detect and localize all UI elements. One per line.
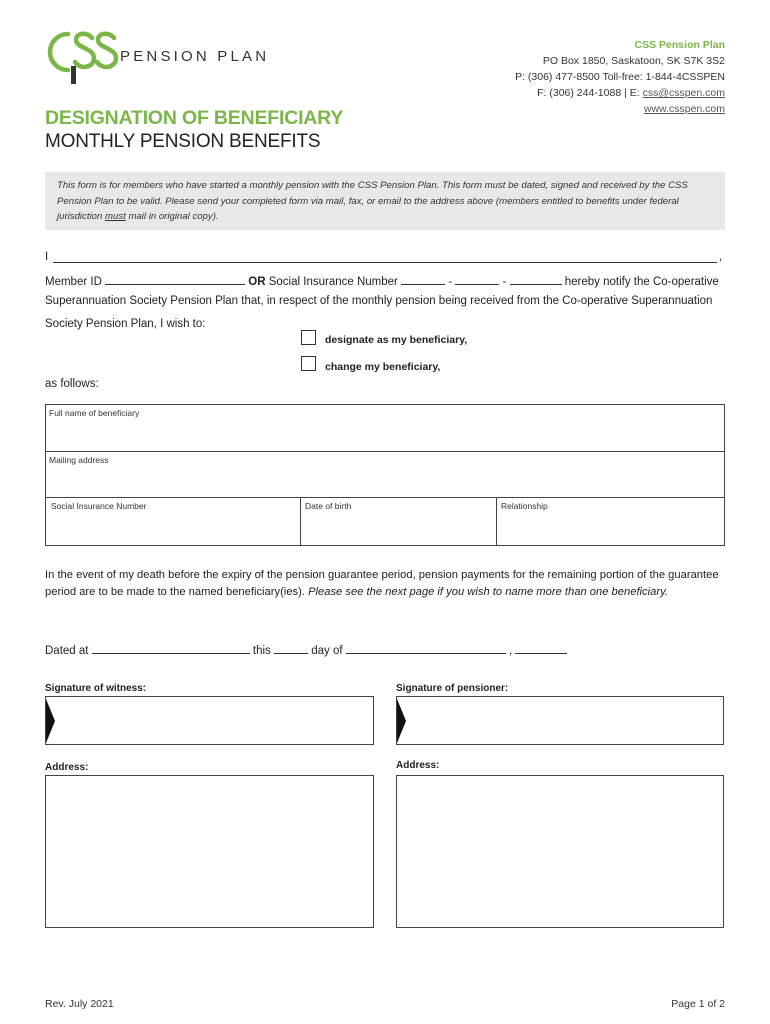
day-field[interactable] [274,642,308,654]
logo-wordmark: PENSION PLAN [120,48,270,65]
month-field[interactable] [346,642,506,654]
form-title: DESIGNATION OF BENEFICIARY [45,107,344,129]
fax-text: F: (306) 244-1088 | E: [537,87,643,99]
dated-at-label: Dated at [45,645,89,657]
full-name-label: Full name of beneficiary [49,408,140,418]
i-label: I [45,251,49,263]
contact-block [515,37,725,117]
pensioner-address-label: Address: [396,760,440,771]
guarantee-italic: Please see the next page if you wish to name more than one beneficiary. [308,586,668,598]
guarantee-paragraph [45,567,725,601]
page-number: Page 1 of 2 [671,998,725,1010]
name-line-comma: , [719,251,723,263]
member-id-field[interactable] [105,273,245,285]
org-phone: P: (306) 477-8500 Toll-free: 1-844-4CSSPEN [515,71,725,83]
pensioner-signature-field[interactable] [396,696,724,745]
member-id-line [45,273,719,288]
pensioner-address-field[interactable] [396,775,724,928]
member-name-field[interactable] [53,251,717,263]
mailing-address-label: Mailing address [49,455,109,465]
sign-here-arrow-icon [46,699,55,743]
sin-label: Social Insurance Number [268,276,398,288]
notice-text: This form is for members who have started a monthly pension with the CSS Pension Plan. This form must be dated, signed and received by the CSS Pension Plan to be valid. Please send your completed form via mail, fax, or email to the address above (members entitled to benefits under federal jurisdiction [57,180,688,222]
email-link[interactable]: css@csspen.com [642,87,725,99]
witness-address-field[interactable] [45,775,374,928]
designate-label: designate as my beneficiary, [325,334,468,346]
relationship-field[interactable] [497,511,724,545]
sin-dash-1: - [448,276,453,288]
full-name-field[interactable] [46,419,724,451]
beneficiary-table [45,404,725,546]
mailing-address-field[interactable] [46,465,724,497]
relationship-label: Relationship [501,501,548,511]
dated-line [45,642,567,657]
org-address: PO Box 1850, Saskatoon, SK S7K 3S2 [542,55,725,67]
beneficiary-sin-label: Social Insurance Number [51,501,147,511]
sign-here-arrow-icon [397,699,406,743]
sin-field-2[interactable] [455,273,499,285]
beneficiary-sin-field[interactable] [46,511,300,545]
notice-box [45,172,725,230]
notice-text-end: mail in original copy). [125,211,219,222]
body-line-2: Superannuation Society Pension Plan that, in respect of the monthly pension being received from the Co-operative Superannuation [45,295,713,307]
name-line [45,251,48,263]
change-checkbox[interactable] [301,356,316,371]
row-divider-2 [46,497,724,498]
revision-date: Rev. July 2021 [45,998,114,1010]
member-id-label: Member ID [45,276,102,288]
dob-label: Date of birth [305,501,352,511]
pensioner-signature-label: Signature of pensioner: [396,683,509,694]
witness-signature-field[interactable] [45,696,374,745]
designate-checkbox[interactable] [301,330,316,345]
guarantee-text: In the event of my death before the expiry of the pension guarantee period, pension payments for the remaining portion of the guarantee period are to be made to the named beneficiary(ies). [45,569,719,598]
as-follows: as follows: [45,378,99,390]
sin-field-3[interactable] [510,273,562,285]
witness-signature-label: Signature of witness: [45,683,147,694]
form-subtitle: MONTHLY PENSION BENEFITS [45,131,321,152]
change-label: change my beneficiary, [325,361,441,373]
witness-address-label: Address: [45,762,89,773]
org-name: CSS Pension Plan [634,39,725,51]
this-label: this [252,645,271,657]
row-divider-1 [46,451,724,452]
org-fax-email [515,85,725,101]
sin-field-1[interactable] [401,273,445,285]
dated-comma: , [508,645,513,657]
dated-at-field[interactable] [92,642,250,654]
dob-field[interactable] [301,511,496,545]
notify-text: hereby notify the Co-operative [564,276,719,288]
year-field[interactable] [515,642,567,654]
day-of-label: day of [311,645,343,657]
body-line-3: Society Pension Plan, I wish to: [45,318,206,330]
notice-emphasis: must [105,211,126,222]
sin-dash-2: - [502,276,507,288]
website-link[interactable]: www.csspen.com [643,103,725,115]
or-label: OR [248,276,266,288]
